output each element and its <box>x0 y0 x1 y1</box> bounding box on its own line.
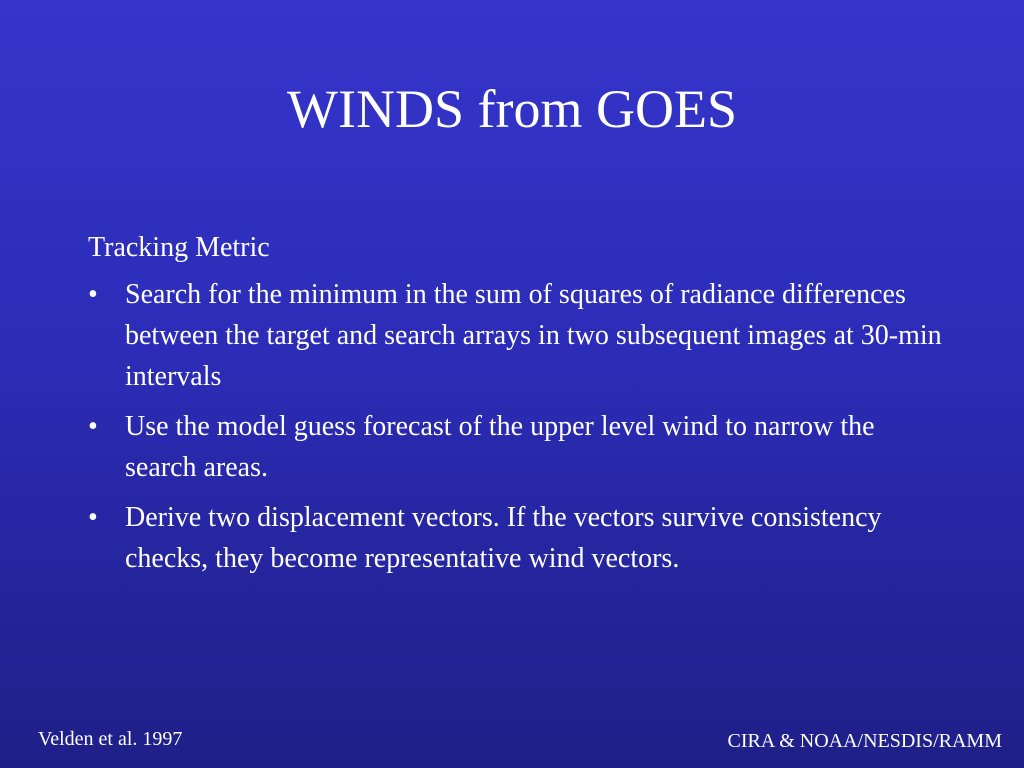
bullet-item <box>88 406 948 488</box>
section-heading: Tracking Metric <box>88 232 270 263</box>
bullet-text: Use the model guess forecast of the upper level wind to narrow the search areas. <box>125 411 875 483</box>
bullet-text: Search for the minimum in the sum of squares of radiance differences between the target and search arrays in two subsequent images at 30-min intervals <box>125 279 942 392</box>
slide-title: WINDS from GOES <box>287 79 737 139</box>
footer-citation: Velden et al. 1997 <box>38 728 183 750</box>
bullet-item <box>88 497 948 579</box>
bullet-item <box>88 274 948 397</box>
bullet-glyph: • <box>88 411 98 442</box>
footer-organization: CIRA & NOAA/NESDIS/RAMM <box>727 730 1002 752</box>
bullet-list <box>88 274 948 579</box>
bullet-glyph: • <box>88 279 98 310</box>
bullet-text: Derive two displacement vectors. If the vectors survive consistency checks, they become representative wind vectors. <box>125 502 882 574</box>
slide-content <box>88 228 948 588</box>
bullet-glyph: • <box>88 502 98 533</box>
